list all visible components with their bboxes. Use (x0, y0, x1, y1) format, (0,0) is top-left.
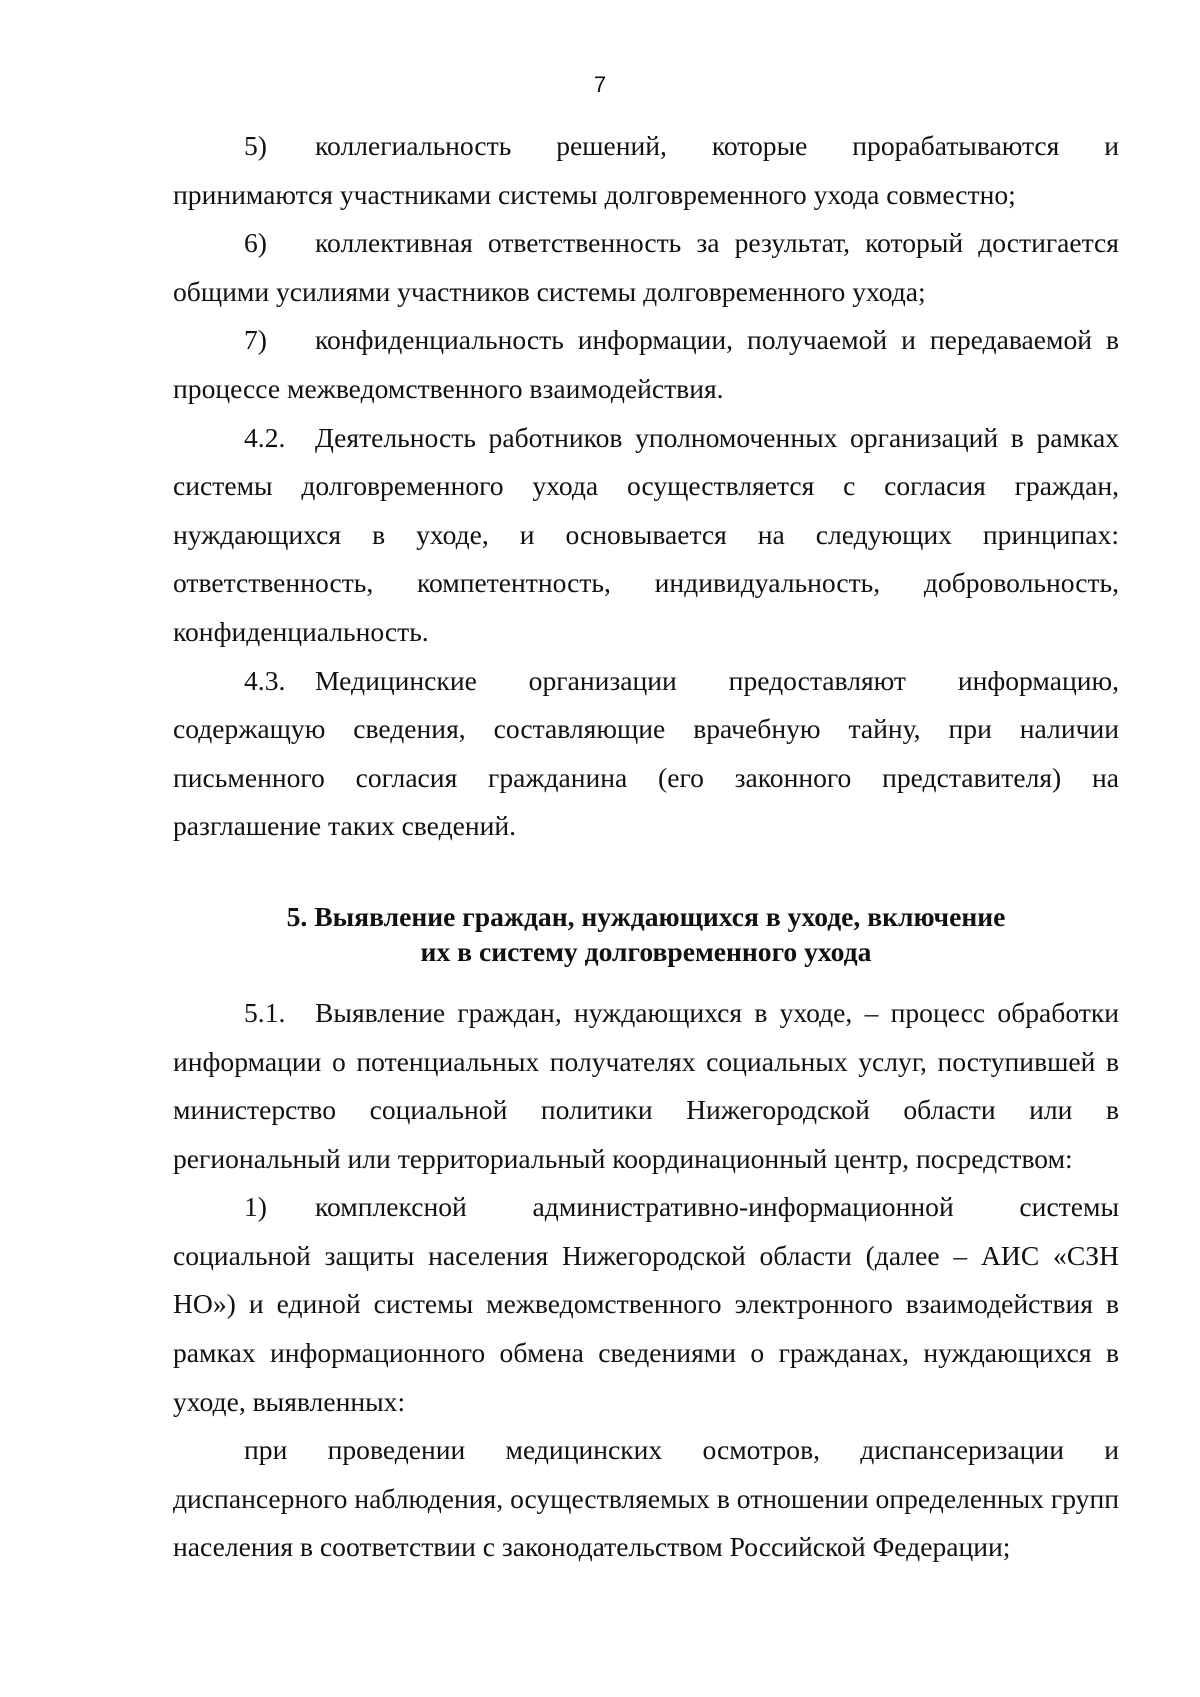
item-text: коллективная ответственность за результат, который достигается общими усилиями участников системы долговременного ухода; (173, 227, 1119, 307)
clause-4-3 (173, 657, 1119, 851)
document-body (173, 122, 1119, 1572)
item-text: комплексной административно-информационной системы социальной защиты населения Нижегородской области (далее – АИС «СЗН НО») и единой системы межведомственного электронного взаимодействия в рамках информационного обмена сведениями о гражданах, нуждающихся в уходе, выявленных: (173, 1191, 1119, 1417)
item-number: 5) (244, 130, 267, 161)
section-heading-line-1: 5. Выявление граждан, нуждающихся в уходе, включение (286, 900, 1006, 932)
list-item-1 (173, 1183, 1119, 1426)
list-item-5 (173, 122, 1119, 219)
clause-5-1 (173, 989, 1119, 1183)
clause-number: 5.1. (244, 996, 286, 1028)
item-number: 1) (244, 1191, 267, 1223)
clause-text: Медицинские организации предоставляют информацию, содержащую сведения, составляющие врачебную тайну, при наличии письменного согласия гражданина (его законного представителя) на разглашение таких сведений. (173, 664, 1119, 842)
section-heading (173, 899, 1119, 969)
item-text: коллегиальность решений, которые прорабатываются и принимаются участниками системы долговременного ухода совместно; (173, 130, 1119, 210)
list-item-7 (173, 316, 1119, 413)
item-text: конфиденциальность информации, получаемой и передаваемой в процессе межведомственного взаимодействия. (173, 324, 1119, 404)
clause-number: 4.2. (244, 421, 286, 453)
item-number: 7) (244, 324, 267, 356)
item-number: 6) (244, 227, 267, 259)
list-item-6 (173, 219, 1119, 316)
section-heading-line-2: их в систему долговременного ухода (420, 935, 872, 967)
page-number: 7 (593, 72, 607, 97)
clause-4-2 (173, 414, 1119, 657)
clause-text: Выявление граждан, нуждающихся в уходе, – процесс обработки информации о потенциальных получателях социальных услуг, поступившей в министерство социальной политики Нижегородской области или в региональный или территориальный координационный центр, посредством: (173, 996, 1119, 1174)
subitem-paragraph: при проведении медицинских осмотров, диспансеризации и диспансерного наблюдения, осуществляемых в отношении определенных групп населения в соответствии с законодательством Российской Федерации; (173, 1434, 1119, 1563)
clause-text: Деятельность работников уполномоченных организаций в рамках системы долговременного ухода осуществляется с согласия граждан, нуждающихся в уходе, и основывается на следующих принципах: ответственность, компетентность, индивидуальность, добровольность, конфиденциальность. (173, 421, 1119, 647)
clause-number: 4.3. (244, 664, 286, 696)
